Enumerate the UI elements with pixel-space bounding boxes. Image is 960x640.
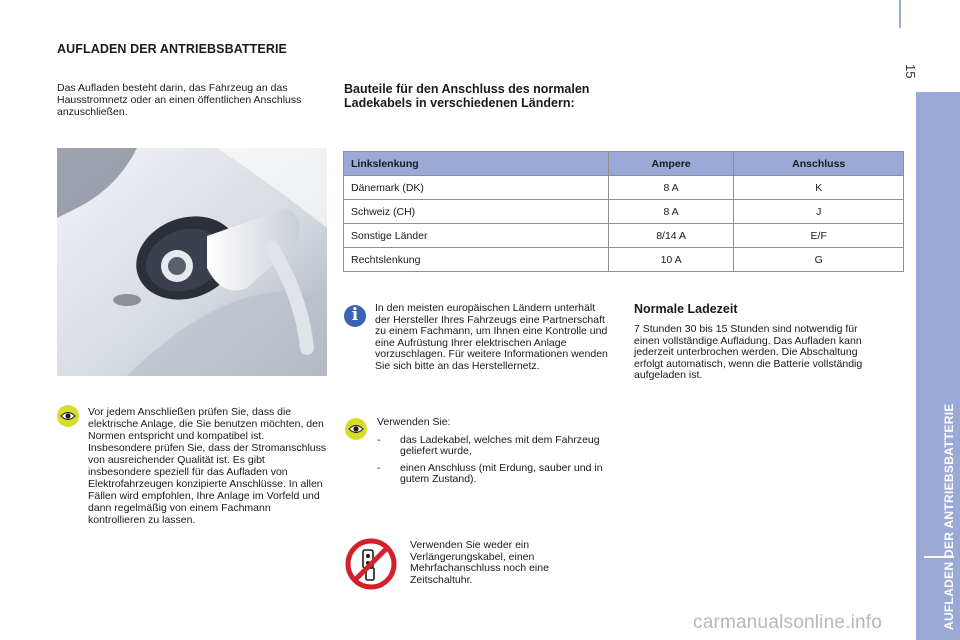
use-intro: Verwenden Sie: <box>377 416 451 428</box>
charging-port-photo <box>57 148 327 376</box>
table-cell: G <box>734 248 904 272</box>
section-side-tab <box>916 92 960 640</box>
table-row <box>344 176 904 200</box>
table-header: Ampere <box>608 152 734 176</box>
list-item <box>344 463 614 486</box>
use-instructions <box>344 417 614 491</box>
installation-check-note <box>57 406 329 526</box>
side-tab-label: AUFLADEN DER ANTRIEBSBATTERIE <box>942 403 956 630</box>
page-number: 15 <box>903 64 918 79</box>
page-title: AUFLADEN DER ANTRIEBSBATTERIE <box>57 42 287 56</box>
top-rule <box>899 0 901 28</box>
table-cell: K <box>734 176 904 200</box>
table-cell: E/F <box>734 224 904 248</box>
table-row <box>344 200 904 224</box>
list-item-text: einen Anschluss (mit Erdung, sauber und in gutem Zustand). <box>400 461 603 485</box>
table-cell: Schweiz (CH) <box>344 200 609 224</box>
prohibited-note: Verwenden Sie weder ein Verlängerungskabel, einen Mehrfachanschluss noch eine Zeitschaltuhr. <box>410 539 549 586</box>
normal-charge-text: 7 Stunden 30 bis 15 Stunden sind notwendig für einen vollständige Aufladung. Das Aufladen kann jederzeit unterbrochen werden. Die Abschaltung erfolgt automatisch, wenn die Batterie vollständig aufgeladen ist. <box>634 323 863 381</box>
components-heading-line2: Ladekabels in verschiedenen Ländern: <box>344 96 575 110</box>
list-item <box>344 435 614 458</box>
connector-table <box>343 151 904 272</box>
no-extension-cord-icon <box>345 538 397 590</box>
bullet-dash: - <box>377 461 381 474</box>
watermark: carmanualsonline.info <box>693 612 883 633</box>
table-cell: 8 A <box>608 200 734 224</box>
list-item-text: das Ladekabel, welches mit dem Fahrzeug geliefert wurde, <box>400 433 600 457</box>
table-header: Anschluss <box>734 152 904 176</box>
table-cell: Rechtslenkung <box>344 248 609 272</box>
charging-port-illustration <box>57 148 327 376</box>
prohibition-sign <box>345 538 397 590</box>
components-heading <box>344 82 589 110</box>
table-cell: 8/14 A <box>608 224 734 248</box>
table-cell: J <box>734 200 904 224</box>
bullet-dash: - <box>377 433 381 446</box>
table-header: Linkslenkung <box>344 152 609 176</box>
table-cell: Sonstige Länder <box>344 224 609 248</box>
installation-check-text: Vor jedem Anschließen prüfen Sie, dass die elektrische Anlage, die Sie benutzen möchten, den Normen entspricht und kompatibel ist. Insbesondere prüfen Sie, dass der Stromanschluss von ausreichender Qualität ist. Es gibt insbesondere speziell für das Aufladen von Elektrofahrzeugen konzipierte Anschlüsse. In allen Fällen wird empfohlen, Ihre Anlage im Vorfeld und dann regelmäßig von einem Fachmann kontrollieren zu lassen. <box>88 406 327 526</box>
info-icon: i <box>344 305 366 327</box>
table-row <box>344 224 904 248</box>
table-cell: Dänemark (DK) <box>344 176 609 200</box>
table-header-row <box>344 152 904 176</box>
components-heading-line1: Bauteile für den Anschluss des normalen <box>344 82 590 96</box>
info-note <box>344 303 610 372</box>
info-note-text: In den meisten europäischen Ländern unterhält der Hersteller Ihres Fahrzeugs eine Partnerschaft zu einem Fachmann, um Ihnen eine Kontrolle und eine Aufrüstung Ihrer elektrischen Anlage vorzuschlagen. Für weitere Informationen wenden Sie sich bitte an das Herstellernetz. <box>375 302 608 372</box>
intro-paragraph: Das Aufladen besteht darin, das Fahrzeug an das Hausstromnetz oder an einen öffentlichen Anschluss anzuschließen. <box>57 82 302 118</box>
normal-charge-title: Normale Ladezeit <box>634 302 738 316</box>
table-cell: 10 A <box>608 248 734 272</box>
table-cell: 8 A <box>608 176 734 200</box>
table-row <box>344 248 904 272</box>
